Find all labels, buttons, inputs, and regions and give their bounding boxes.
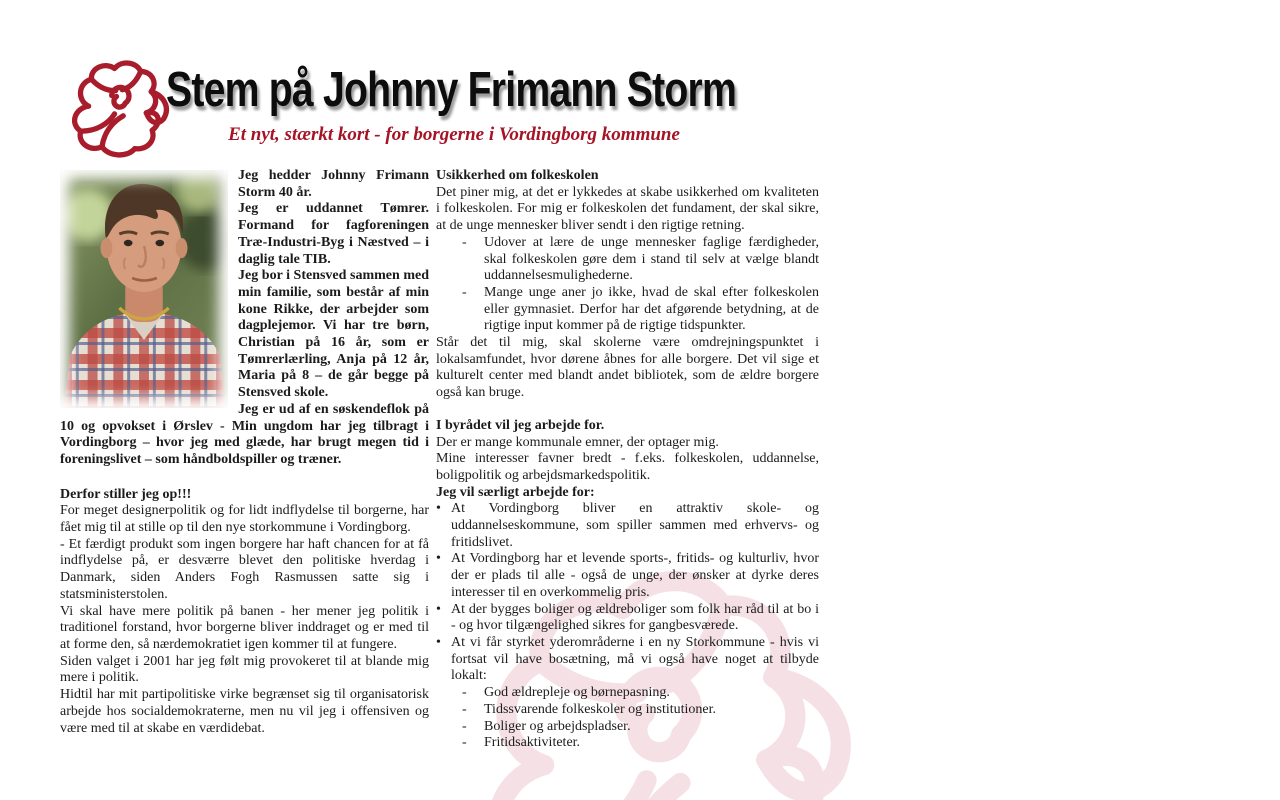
bullet-marker: • <box>436 551 441 567</box>
section-heading-folkeskolen: Usikkerhed om folkeskolen <box>436 168 599 183</box>
body-paragraph: For meget designerpolitik og for lidt indflydelse til borgerne, har fået mig til at stille op til den nye storkommune i Vordingborg. <box>60 503 429 536</box>
page-title: Stem på Johnny Frimann Storm <box>166 63 737 117</box>
dash-marker: - <box>462 685 467 701</box>
bullet-list-item: • At vi får styrket yderområderne i en ny Storkommune - hvis vi fortsat vil have bosætning, må vi også have noget at tilbyde lokalt: <box>436 634 819 684</box>
bullet-list-item: • At Vordingborg har et levende sports-, fritids- og kulturliv, hvor der er plads til alle - også de unge, der ønsker at dyrke deres interesser til en overkommelig pris. <box>436 551 819 600</box>
dash-list-item: - Boliger og arbejdspladser. <box>462 718 631 734</box>
dash-list-item: - Fritidsaktiviteter. <box>462 735 581 751</box>
section-heading-derfor: Derfor stiller jeg op!!! <box>60 486 192 502</box>
dash-marker: - <box>462 718 467 734</box>
bullet-list-item: • At der bygges boliger og ældreboliger som folk har råd til at bo i - og hvor tilgængelighed sikres for gangbesværede. <box>436 601 819 634</box>
dash-marker: - <box>462 284 467 300</box>
bullet-marker: • <box>436 601 441 617</box>
intro-paragraph: Jeg er uddannet Tømrer. Formand for fagforeningen Træ-Industri-Byg i Næstved – i daglig tale TIB. <box>238 201 429 267</box>
social-democrats-rose-icon <box>55 56 177 164</box>
intro-paragraph: Jeg er ud af en søskendeflok på 10 og opvokset i Ørslev - Min ungdom har jeg tilbragt i Vordingborg – hvor jeg med glæde, har brugt megen tid i foreningslivet – som håndboldspiller og træner. <box>60 401 429 467</box>
candidate-portrait-photo <box>60 170 228 408</box>
dash-list-item: - Udover at lære de unge mennesker faglige færdigheder, skal folkeskolen gøre dem i stand til selv at vælge blandt uddannelsesmulighederne. <box>462 234 819 284</box>
body-paragraph: Siden valget i 2001 har jeg følt mig provokeret til at blande mig mere i politik. <box>60 653 429 686</box>
dash-marker: - <box>462 234 467 250</box>
intro-paragraph: Jeg bor i Stensved sammen med min familie, som består af min kone Rikke, der arbejder som dagplejemor. Vi har tre børn, Christian på 16 år, som er Tømrerlærling, Anja på 12 år, Maria på 8 – de går begge på Stensved skole. <box>238 268 429 401</box>
section-heading-byraadet: I byrådet vil jeg arbejde for. <box>436 417 605 433</box>
photo-vignette <box>60 170 228 408</box>
right-column <box>436 168 819 752</box>
body-paragraph: - Et færdigt produkt som ingen borgere har haft chancen for at få indflydelse på, er desværre blevet den politiske hverdag i Danmark, siden Anders Fogh Rasmussen satte sig i statsministerstolen. <box>60 536 429 602</box>
dash-list-item: - God ældrepleje og børnepasning. <box>462 685 670 701</box>
page-subtitle: Et nyt, stærkt kort - for borgerne i Vordingborg kommune <box>228 124 680 145</box>
body-paragraph: Det piner mig, at det er lykkedes at skabe usikkerhed om kvaliteten i folkeskolen. For mig er folkeskolen det fundament, der skal sikre, at de unge mennesker bliver sendt i den rigtige retning. <box>436 184 819 234</box>
bullet-list-item: • At Vordingborg bliver en attraktiv skole- og uddannelseskommune, som spiller sammen med erhvervs- og fritidslivet. <box>436 501 819 550</box>
dash-list-item: - Tidssvarende folkeskoler og institutioner. <box>462 701 717 717</box>
left-column <box>60 168 429 737</box>
dash-marker: - <box>462 735 467 751</box>
bullet-marker: • <box>436 634 441 650</box>
intro-paragraph: Jeg hedder Johnny Frimann Storm 40 år. <box>238 168 429 200</box>
dash-marker: - <box>462 701 467 717</box>
dash-list-item: - Mange unge aner jo ikke, hvad de skal efter folkeskolen eller gymnasiet. Derfor har det afgørende betydning, at de rigtige input kommer på de rigtige tidspunkter. <box>462 284 819 334</box>
body-paragraph: Vi skal have mere politik på banen - her mener jeg politik i traditionel forstand, hvor borgerne bliver inddraget og er med til at forme den, så nærdemokratiet igen kommer til at fungere. <box>60 603 429 652</box>
body-paragraph: Står det til mig, skal skolerne være omdrejningspunktet i lokalsamfundet, hvor dørene åbnes for alle borgere. Det vil sige et kulturelt center med blandt andet bibliotek, som de ældre borgere også kan bruge. <box>436 335 819 401</box>
body-paragraph: Hidtil har mit partipolitiske virke begrænset sig til organisatorisk arbejde hos socialdemokraterne, men nu vil jeg i offensiven og være med til at skabe en værdidebat. <box>60 687 429 736</box>
body-paragraph: Mine interesser favner bredt - f.eks. folkeskolen, uddannelse, boligpolitik og arbejdsmarkedspolitik. <box>436 451 819 483</box>
bullet-marker: • <box>436 501 441 517</box>
section-subheading-saerligt: Jeg vil særligt arbejde for: <box>436 484 595 500</box>
body-paragraph: Der er mange kommunale emner, der optager mig. <box>436 434 719 450</box>
